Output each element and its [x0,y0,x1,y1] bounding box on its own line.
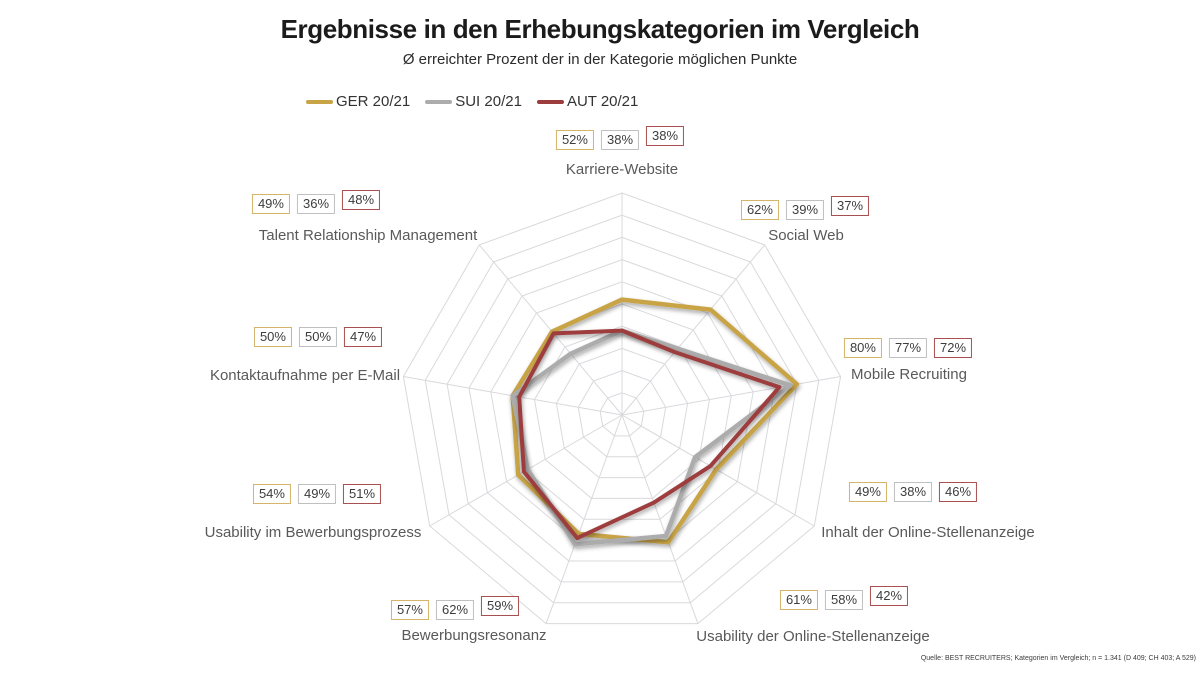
legend-label-ger: GER 20/21 [336,93,411,110]
value-ger: 52% [556,130,594,150]
legend-item-aut [537,93,638,110]
value-boxes-mobile-recruiting [844,338,972,358]
axis-label-talent-relationship: Talent Relationship Management [258,227,478,244]
value-sui: 36% [297,194,335,214]
value-sui: 38% [601,130,639,150]
legend-swatch-sui-icon [425,100,452,104]
value-boxes-talent-relationship [252,194,380,214]
page-title: Ergebnisse in den Erhebungskategorien im Vergleich [280,14,920,44]
value-sui: 58% [825,590,863,610]
value-sui: 50% [299,327,337,347]
legend-label-aut: AUT 20/21 [566,93,639,110]
value-sui: 38% [894,482,932,502]
value-sui: 62% [436,600,474,620]
value-aut: 72% [934,338,972,358]
axis-label-inhalt-stellenanzeige: Inhalt der Online-Stellenanzeige [821,524,1035,541]
value-boxes-bewerbungsresonanz [391,600,519,620]
value-boxes-inhalt-stellenanzeige [849,482,977,502]
chart-legend [306,93,638,110]
axis-label-mobile-recruiting: Mobile Recruiting [851,366,967,383]
axis-label-kontaktaufnahme-email: Kontaktaufnahme per E-Mail [209,367,401,384]
value-ger: 62% [741,200,779,220]
axis-label-usability-stellenanzeige: Usability der Online-Stellenanzeige [696,628,930,645]
axis-label-karriere-website: Karriere-Website [565,161,679,178]
value-ger: 49% [849,482,887,502]
value-ger: 49% [252,194,290,214]
axis-label-usability-bewerbungsprozess: Usability im Bewerbungsprozess [204,524,422,541]
value-aut: 47% [344,327,382,347]
axis-label-social-web: Social Web [768,227,844,244]
value-ger: 50% [254,327,292,347]
value-sui: 49% [298,484,336,504]
legend-swatch-ger-icon [306,100,333,104]
value-aut: 46% [939,482,977,502]
legend-item-sui [425,93,522,110]
legend-label-sui: SUI 20/21 [455,93,522,110]
value-boxes-social-web [741,200,869,220]
value-aut: 48% [342,190,380,210]
value-ger: 54% [253,484,291,504]
value-aut: 38% [646,126,684,146]
value-ger: 80% [844,338,882,358]
value-sui: 77% [889,338,927,358]
value-boxes-kontaktaufnahme-email [254,327,382,347]
value-boxes-karriere-website [556,130,684,150]
page-subtitle: Ø erreichter Prozent der in der Kategorie möglichen Punkte [402,51,798,68]
source-note: Quelle: BEST RECRUITERS; Kategorien im Vergleich; n = 1.341 (D 409; CH 403; A 529) [920,655,1196,662]
value-ger: 57% [391,600,429,620]
legend-swatch-aut-icon [537,100,564,104]
value-aut: 42% [870,586,908,606]
value-ger: 61% [780,590,818,610]
value-sui: 39% [786,200,824,220]
value-aut: 59% [481,596,519,616]
value-boxes-usability-stellenanzeige [780,590,908,610]
value-aut: 37% [831,196,869,216]
legend-item-ger [306,93,410,110]
value-boxes-usability-bewerbungsprozess [253,484,381,504]
value-aut: 51% [343,484,381,504]
axis-label-bewerbungsresonanz: Bewerbungsresonanz [401,627,547,644]
